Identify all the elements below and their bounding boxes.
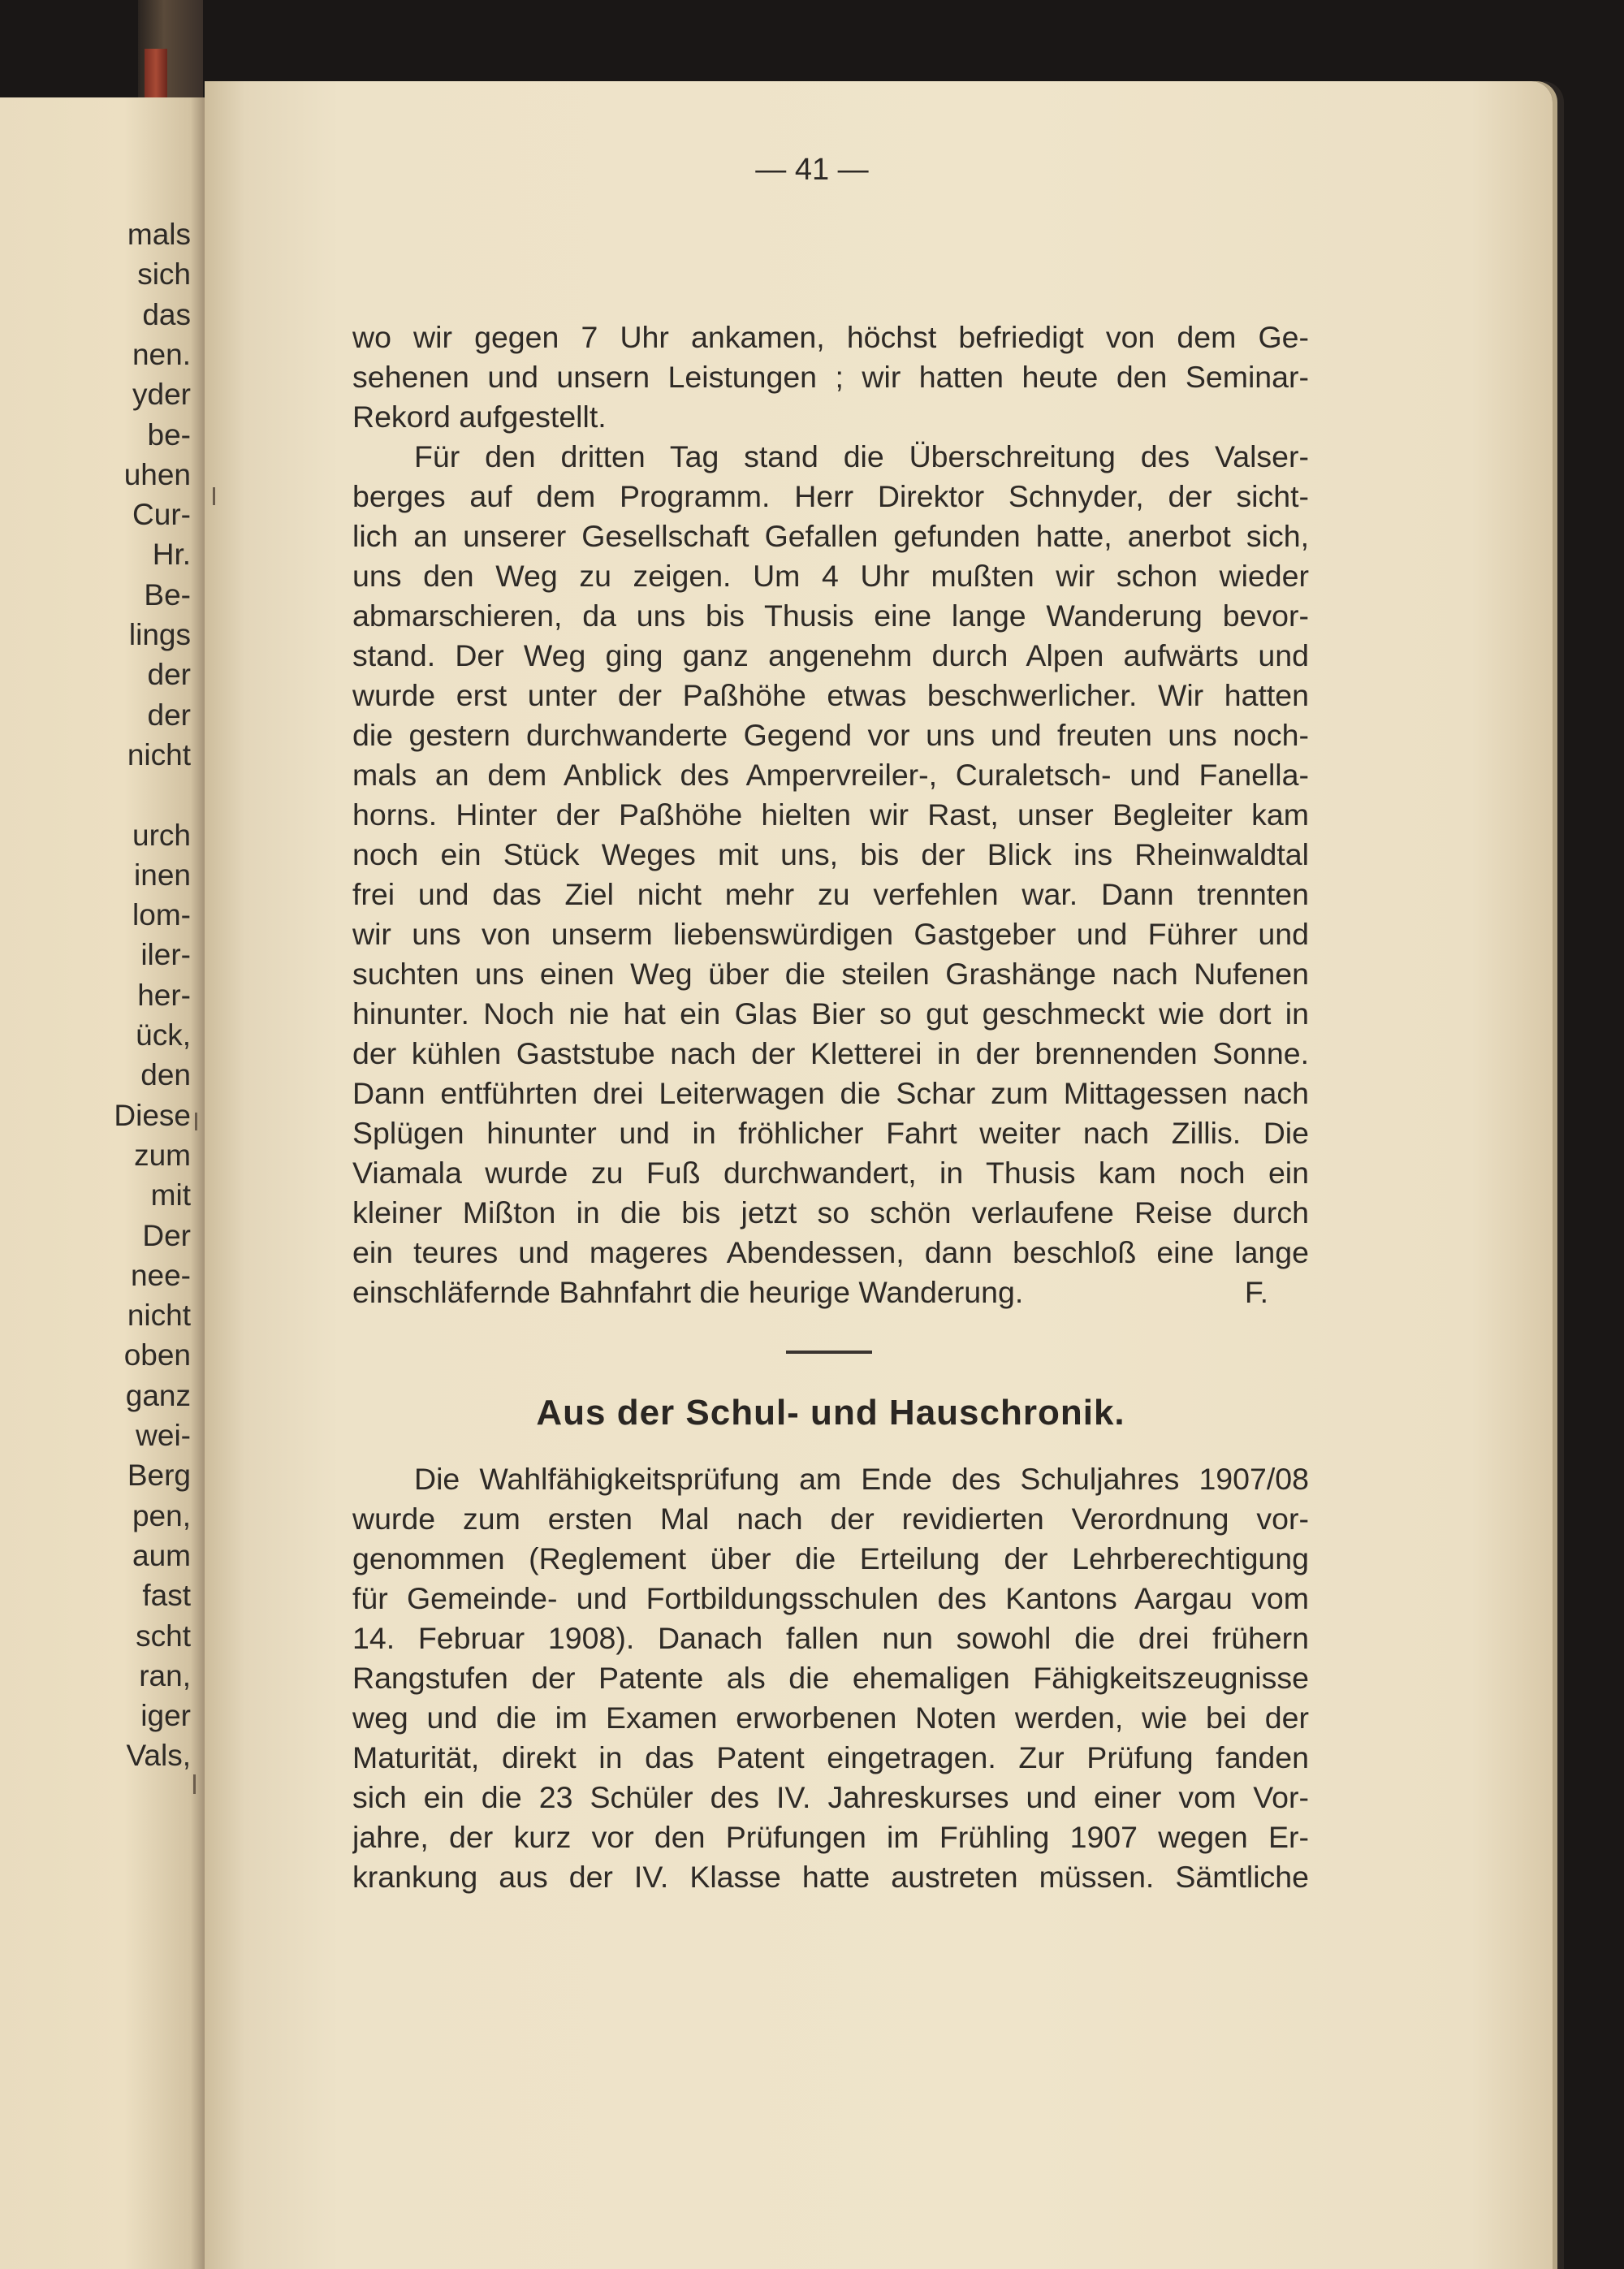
left-margin-fragment: wei- bbox=[136, 1419, 191, 1452]
left-margin-fragment: yder bbox=[132, 378, 191, 412]
text-line: noch ein Stück Weges mit uns, bis der Blick ins Rheinwaldtal bbox=[352, 837, 1309, 871]
text-line: die gestern durchwanderte Gegend vor uns und freuten uns noch- bbox=[352, 718, 1309, 752]
section-one-text bbox=[352, 318, 1309, 1312]
left-margin-fragment: mals bbox=[127, 218, 191, 251]
text-line: Rangstufen der Patente als die ehemaligen Fähigkeitszeugnisse bbox=[352, 1661, 1309, 1695]
text-line: stand. Der Weg ging ganz angenehm durch Alpen aufwärts und bbox=[352, 638, 1309, 672]
text-line: sich ein die 23 Schüler des IV. Jahreskurses und einer vom Vor- bbox=[352, 1780, 1309, 1814]
left-margin-fragment: aum bbox=[132, 1538, 191, 1572]
left-margin-fragment: nicht bbox=[127, 737, 191, 771]
text-line: einschläfernde Bahnfahrt die heurige Wanderung. bbox=[352, 1275, 1024, 1309]
left-margin-fragment: scht bbox=[136, 1619, 191, 1653]
left-margin-fragment: pen, bbox=[132, 1498, 191, 1532]
left-margin-fragment: Vals, bbox=[126, 1739, 191, 1773]
text-line: frei und das Ziel nicht mehr zu verfehlen war. Dann trennten bbox=[352, 877, 1309, 911]
left-margin-fragment: der bbox=[147, 698, 191, 732]
text-line: Für den dritten Tag stand die Überschreitung des Valser- bbox=[414, 439, 1309, 473]
left-margin-fragment: ganz bbox=[125, 1378, 191, 1412]
left-margin-fragment: urch bbox=[132, 818, 191, 852]
left-margin-fragment: Diese bbox=[114, 1098, 191, 1132]
section-heading: Aus der Schul- und Hauschronik. bbox=[536, 1393, 1125, 1433]
left-margin-fragment: Der bbox=[142, 1218, 191, 1252]
text-line: wurde erst unter der Paßhöhe etwas beschwerlicher. Wir hatten bbox=[352, 678, 1309, 712]
left-margin-fragment: Berg bbox=[127, 1459, 191, 1493]
text-line: weg und die im Examen erworbenen Noten werden, wie bei der bbox=[352, 1701, 1309, 1735]
section-divider bbox=[786, 1351, 872, 1354]
left-margin-fragment: iger bbox=[140, 1699, 191, 1733]
left-margin-fragment: nicht bbox=[127, 1299, 191, 1333]
text-line: Rekord aufgestellt. bbox=[352, 400, 607, 434]
text-line: hinunter. Noch nie hat ein Glas Bier so gut geschmeckt wie dort in bbox=[352, 996, 1309, 1031]
left-margin-fragment: Hr. bbox=[152, 538, 191, 572]
text-line: lich an unserer Gesellschaft Gefallen gefunden hatte, anerbot sich, bbox=[352, 519, 1309, 553]
left-margin-fragment: iler- bbox=[140, 938, 191, 972]
left-margin-fragment: lings bbox=[128, 618, 191, 651]
text-line: kleiner Mißton in die bis jetzt so schön verlaufene Reise durch bbox=[352, 1195, 1309, 1230]
left-margin-fragment: sich bbox=[137, 257, 191, 292]
text-line: Maturität, direkt in das Patent eingetragen. Zur Prüfung fanden bbox=[352, 1740, 1309, 1774]
left-margin-fragment: lom- bbox=[132, 898, 191, 932]
left-margin-fragment: mit bbox=[150, 1178, 191, 1212]
text-line: 14. Februar 1908). Danach fallen nun sowohl die drei frühern bbox=[352, 1621, 1309, 1655]
text-line: krankung aus der IV. Klasse hatte austreten müssen. Sämtliche bbox=[352, 1860, 1309, 1894]
left-margin-fragment: inen bbox=[134, 858, 191, 892]
left-margin-fragment: her- bbox=[137, 978, 191, 1012]
text-line: uns den Weg zu zeigen. Um 4 Uhr mußten wir schon wieder bbox=[352, 559, 1309, 593]
text-line: sehenen und unsern Leistungen ; wir hatten heute den Seminar- bbox=[352, 360, 1309, 394]
margin-mark bbox=[213, 487, 215, 505]
text-line: abmarschieren, da uns bis Thusis eine lange Wanderung bevor- bbox=[352, 599, 1309, 633]
text-line: Die Wahlfähigkeitsprüfung am Ende des Schuljahres 1907/08 bbox=[414, 1462, 1309, 1496]
section-two-text bbox=[352, 1459, 1309, 1897]
margin-mark bbox=[193, 1774, 196, 1794]
text-line: wo wir gegen 7 Uhr ankamen, höchst befriedigt von dem Ge- bbox=[352, 320, 1309, 354]
text-line: horns. Hinter der Paßhöhe hielten wir Rast, unser Begleiter kam bbox=[352, 797, 1309, 832]
text-line: wir uns von unserm liebenswürdigen Gastgeber und Führer und bbox=[352, 917, 1309, 951]
left-margin-fragment: der bbox=[147, 658, 191, 692]
left-margin-fragment: ück, bbox=[136, 1018, 191, 1052]
text-line: suchten uns einen Weg über die steilen Grashänge nach Nufenen bbox=[352, 957, 1309, 991]
left-margin-fragment: uhen bbox=[123, 457, 191, 491]
author-signature: F. bbox=[1244, 1275, 1268, 1309]
left-margin-fragment: nee- bbox=[130, 1258, 191, 1292]
left-margin-fragment: nen. bbox=[132, 337, 191, 371]
left-margin-fragment: fast bbox=[142, 1579, 191, 1613]
left-margin-fragment: das bbox=[142, 297, 191, 331]
margin-mark bbox=[195, 1113, 197, 1130]
text-line: genommen (Reglement über die Erteilung der Lehrberechtigung bbox=[352, 1541, 1309, 1575]
text-line: Viamala wurde zu Fuß durchwandert, in Thusis kam noch ein bbox=[352, 1156, 1309, 1190]
left-margin-fragment: oben bbox=[123, 1338, 191, 1372]
text-line: jahre, der kurz vor den Prüfungen im Frühling 1907 wegen Er- bbox=[352, 1820, 1309, 1854]
text-line: mals an dem Anblick des Ampervreiler-, Curaletsch- und Fanella- bbox=[352, 758, 1309, 792]
left-margin-fragment: ran, bbox=[139, 1658, 191, 1692]
text-line: Dann entführten drei Leiterwagen die Schar zum Mittagessen nach bbox=[352, 1076, 1309, 1110]
text-line: ein teures und mageres Abendessen, dann beschloß eine lange bbox=[352, 1235, 1309, 1269]
text-line: der kühlen Gaststube nach der Kletterei in der brennenden Sonne. bbox=[352, 1036, 1309, 1070]
left-margin-fragment: Cur- bbox=[132, 498, 191, 532]
page-number: — 41 — bbox=[755, 153, 869, 187]
left-margin-fragment: den bbox=[140, 1058, 191, 1092]
left-margin-fragment: Be- bbox=[144, 577, 191, 612]
left-page bbox=[0, 97, 207, 2269]
text-line: für Gemeinde- und Fortbildungsschulen des Kantons Aargau vom bbox=[352, 1581, 1309, 1615]
text-line: berges auf dem Programm. Herr Direktor Schnyder, der sicht- bbox=[352, 479, 1309, 513]
left-margin-fragment: zum bbox=[134, 1138, 191, 1172]
text-line: wurde zum ersten Mal nach der revidierten Verordnung vor- bbox=[352, 1502, 1309, 1536]
left-margin-fragment: be- bbox=[147, 417, 191, 452]
text-line: Splügen hinunter und in fröhlicher Fahrt weiter nach Zillis. Die bbox=[352, 1116, 1309, 1150]
